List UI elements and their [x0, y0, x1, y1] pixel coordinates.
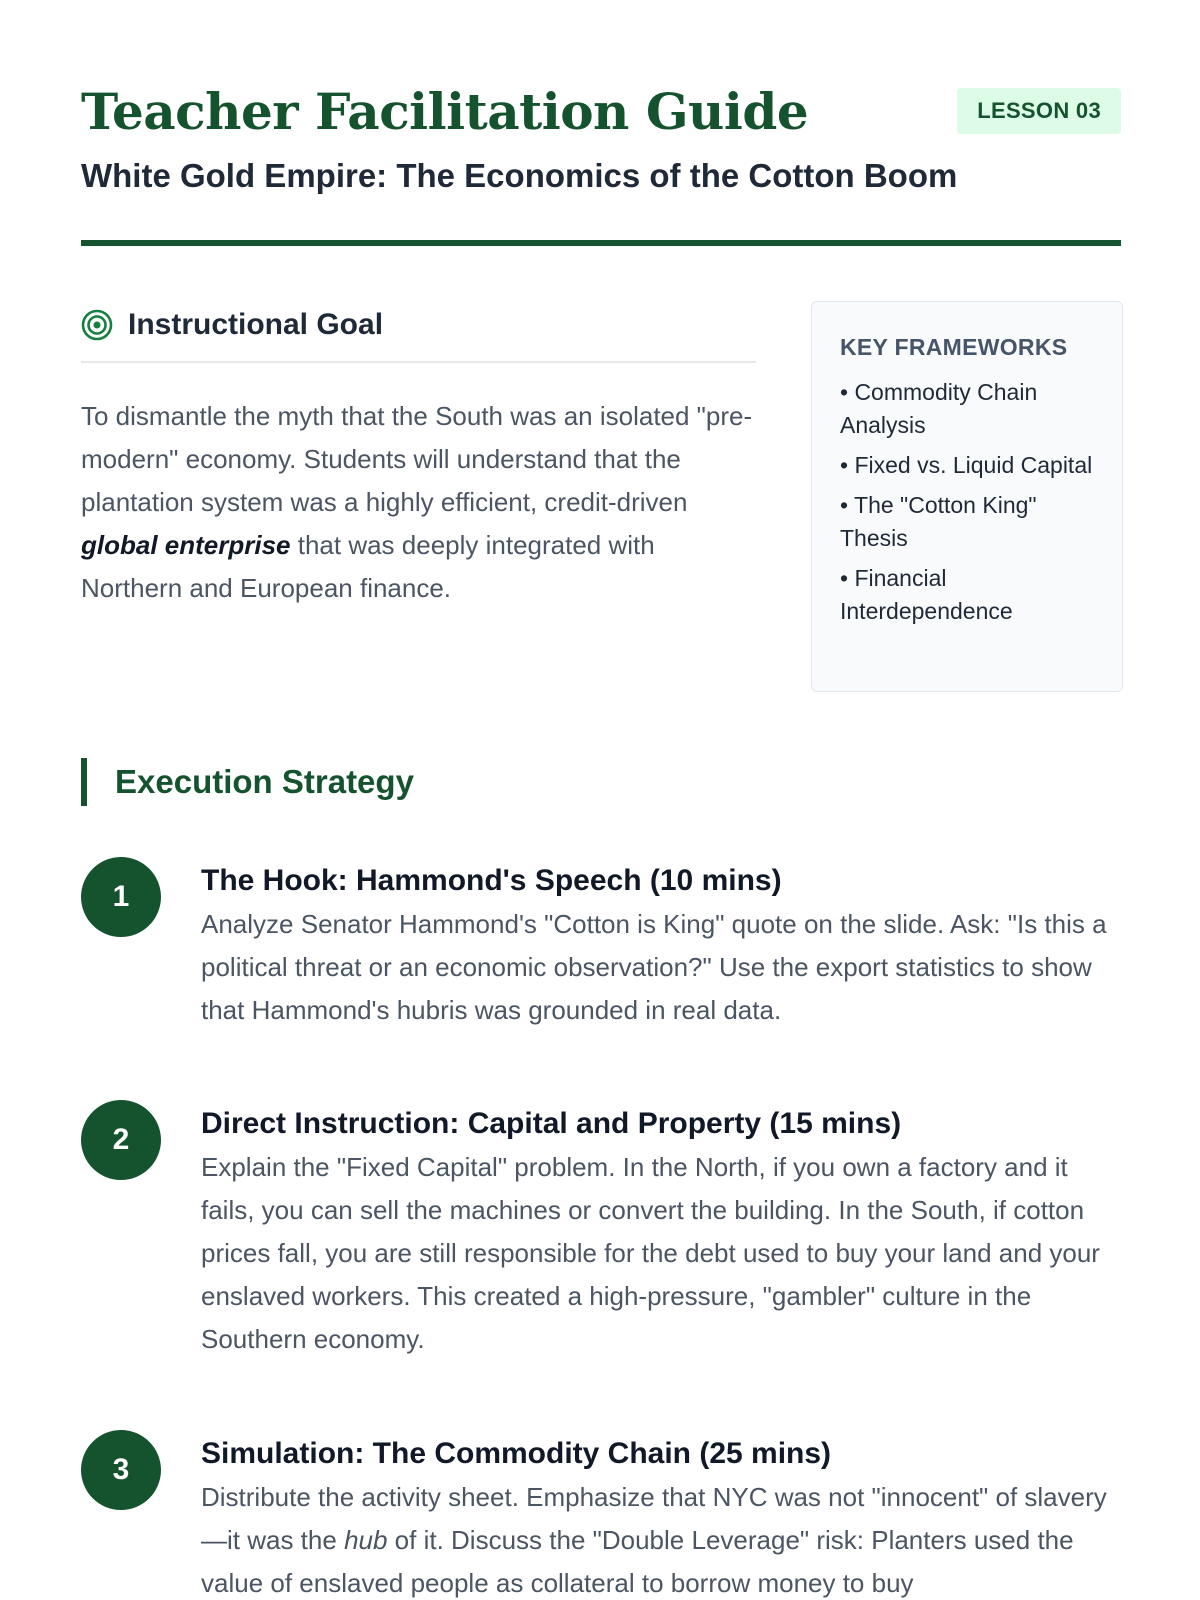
instructional-goal-header — [81, 303, 756, 363]
step-number-badge: 2 — [81, 1100, 161, 1180]
guide-header — [81, 82, 1121, 252]
step-number-badge: 3 — [81, 1430, 161, 1510]
step-title: The Hook: Hammond's Speech (10 mins) — [201, 864, 782, 897]
step-body — [201, 1104, 1121, 1361]
goal-text-before: To dismantle the myth that the South was an isolated "pre-modern" economy. Students will understand that the plantation system was a highly efficient, credit-driven — [81, 401, 753, 517]
execution-strategy-header — [81, 758, 414, 806]
step-text-after: of it. Discuss the "Double Leverage" risk: Planters used the value of enslaved people as collateral to borrow money to buy — [201, 1525, 1074, 1598]
step-body — [201, 1434, 1121, 1600]
step-title: Direct Instruction: Capital and Property (15 mins) — [201, 1107, 902, 1140]
key-frameworks-title: KEY FRAMEWORKS — [840, 334, 1068, 360]
step-body — [201, 861, 1121, 1032]
instructional-goal-title: Instructional Goal — [128, 308, 384, 341]
page-title: Teacher Facilitation Guide — [81, 82, 809, 141]
framework-item: • Commodity Chain Analysis — [840, 379, 1038, 438]
framework-item: • The "Cotton King" Thesis — [840, 492, 1037, 551]
step-text: Explain the "Fixed Capital" problem. In the North, if you own a factory and it fails, you can sell the machines or convert the building. In the South, if cotton prices fall, you are still responsible for the debt used to buy your land and your enslaved workers. This created a high-pressure, "gambler" culture in the Southern economy. — [201, 1152, 1100, 1354]
execution-strategy-title: Execution Strategy — [115, 763, 414, 800]
step-text: Analyze Senator Hammond's "Cotton is King" quote on the slide. Ask: "Is this a political threat or an economic observation?" Use the export statistics to show that Hammond's hubris was grounded in real data. — [201, 909, 1107, 1025]
page-subtitle: White Gold Empire: The Economics of the Cotton Boom — [81, 157, 958, 194]
step-text — [201, 1476, 1121, 1600]
framework-item: • Fixed vs. Liquid Capital — [840, 452, 1093, 478]
step-title: Simulation: The Commodity Chain (25 mins) — [201, 1437, 832, 1470]
instructional-goal-section — [81, 303, 756, 610]
lesson-badge: LESSON 03 — [957, 88, 1121, 134]
target-icon — [81, 309, 113, 341]
step-number-badge: 1 — [81, 857, 161, 937]
goal-text-emphasis: global enterprise — [81, 530, 291, 560]
header-divider — [81, 240, 1121, 246]
step-text-before: Distribute the activity sheet. Emphasize that NYC was not "innocent" of slavery—it was the — [201, 1482, 1107, 1555]
step-text-emphasis: hub — [344, 1525, 388, 1555]
goal-text-after: that was deeply integrated with Northern and European finance. — [81, 530, 655, 603]
instructional-goal-text — [81, 395, 756, 610]
framework-item: • Financial Interdependence — [840, 565, 1013, 624]
key-frameworks-panel — [811, 301, 1123, 692]
